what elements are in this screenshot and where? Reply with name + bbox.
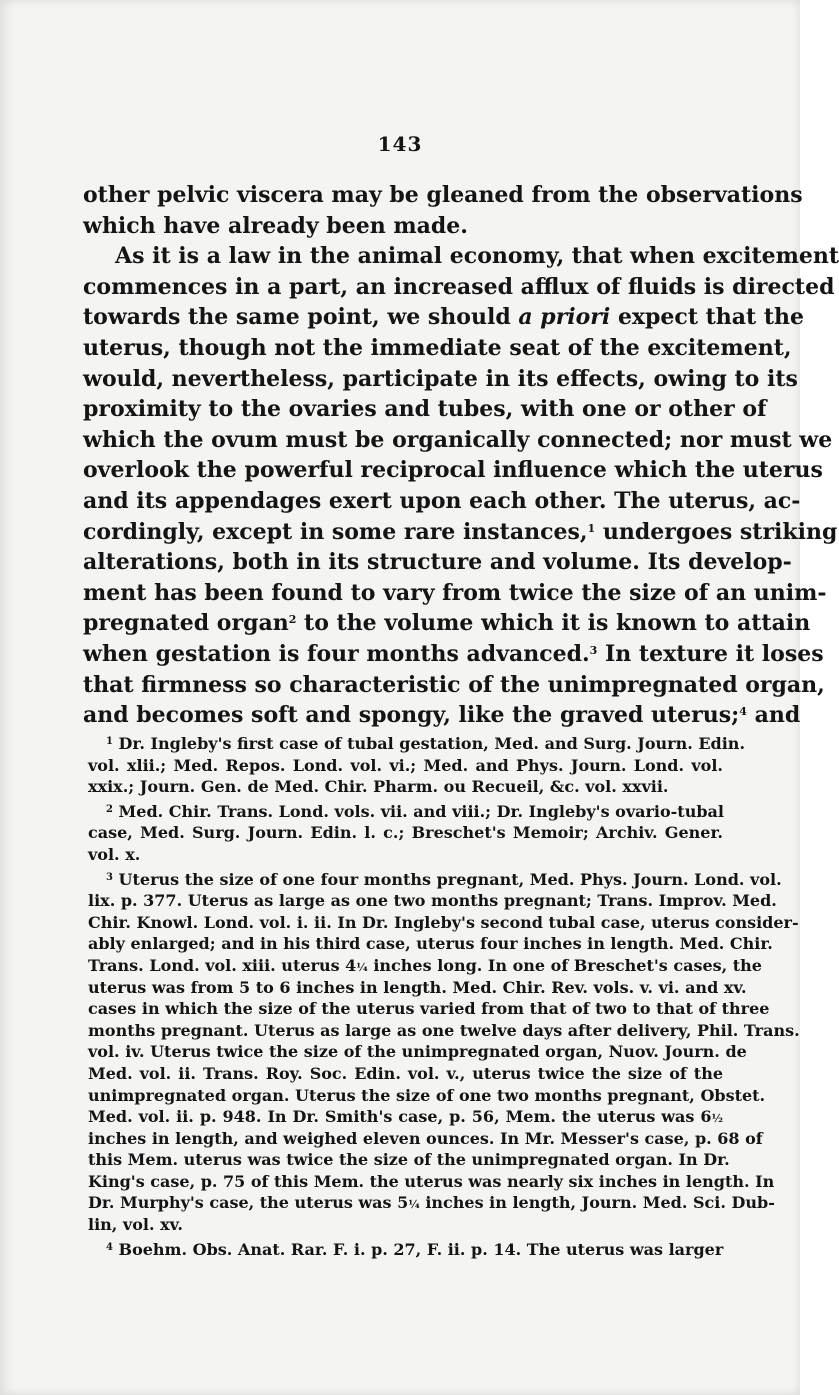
footnote-marker: 4: [106, 1241, 113, 1253]
footnote-line: unimpregnated organ. Uterus the size of one two months pregnant, Obstet.: [88, 1085, 766, 1105]
footnote-3: [88, 869, 782, 891]
footnote-line: Med. vol. ii. Trans. Roy. Soc. Edin. vol. v., uterus twice the size of the: [88, 1063, 723, 1083]
page-number: 143: [377, 132, 423, 156]
footnote-2: [88, 801, 723, 823]
text-line: and its appendages exert upon each other. The uterus, ac-: [83, 487, 801, 514]
text-span: to the volume which it is known to attain: [304, 610, 811, 637]
text-line: which the ovum must be organically connected; nor must we: [83, 426, 833, 453]
footnote-line: cases in which the size of the uterus varied from that of two to that of three: [88, 999, 770, 1019]
text-span: towards the same point, we should: [83, 304, 511, 331]
text-line: [83, 700, 801, 731]
text-line: [83, 608, 811, 639]
text-span: Boehm. Obs. Anat. Rar. F. i. p. 27, F. ii. p. 14. The uterus was larger: [118, 1239, 724, 1259]
footnote-4: [88, 1239, 723, 1261]
text-span: undergoes striking: [602, 518, 838, 545]
text-span: and: [754, 702, 801, 729]
text-span: expect that the: [617, 304, 805, 331]
footnote-marker: 3: [106, 871, 113, 883]
text-line: proximity to the ovaries and tubes, with one or other of: [83, 396, 767, 423]
text-line: [83, 517, 838, 548]
text-span: Med. Chir. Trans. Lond. vols. vii. and viii.; Dr. Ingleby's ovario-tubal: [118, 801, 724, 821]
footnote-line: [88, 1106, 723, 1128]
footnote-ref: 3: [589, 643, 598, 657]
fraction: ½: [711, 1112, 723, 1126]
text-span: Med. vol. ii. p. 948. In Dr. Smith's case, p. 56, Mem. the uterus was 6: [88, 1107, 712, 1127]
footnote-marker: 1: [106, 736, 113, 747]
footnotes: [88, 733, 800, 1260]
footnote-line: uterus was from 5 to 6 inches in length. Med. Chir. Rev. vols. v. vi. and xv.: [88, 977, 747, 997]
text-line: ment has been found to vary from twice the size of an unim-: [83, 579, 827, 606]
footnote-line: case, Med. Surg. Journ. Edin. l. c.; Breschet's Memoir; Archiv. Gener.: [88, 823, 723, 843]
text-line: which have already been made.: [83, 212, 468, 239]
text-line: commences in a part, an increased afflux of fluids is directed: [83, 273, 835, 300]
text-line: other pelvic viscera may be gleaned from the observations: [83, 182, 803, 208]
footnote-marker: 2: [106, 803, 113, 815]
footnote-ref: 1: [587, 521, 596, 535]
footnote-line: [88, 1192, 775, 1214]
footnote-line: vol. xlii.; Med. Repos. Lond. vol. vi.; Med. and Phys. Journ. Lond. vol.: [88, 755, 723, 775]
text-line: As it is a law in the animal economy, that when excitement: [115, 243, 839, 270]
text-line: uterus, though not the immediate seat of the excitement,: [83, 334, 792, 361]
text-span: Uterus the size of one four months pregnant, Med. Phys. Journ. Lond. vol.: [118, 869, 782, 889]
footnote-line: [88, 955, 762, 977]
text-line: that firmness so characteristic of the unimpregnated organ,: [83, 671, 825, 698]
footnote-line: lin, vol. xv.: [88, 1215, 183, 1235]
italic-phrase: a priori: [518, 304, 611, 331]
footnote-1: [88, 733, 746, 755]
footnote-ref: 4: [739, 705, 747, 719]
text-line: overlook the powerful reciprocal influence which the uterus: [83, 457, 823, 484]
text-span: Dr. Murphy's case, the uterus was 5: [88, 1193, 409, 1213]
footnote-ref: 2: [288, 613, 297, 627]
text-span: inches long. In one of Breschet's cases, the: [373, 955, 762, 975]
footnote-line: months pregnant. Uterus as large as one twelve days after delivery, Phil. Trans.: [88, 1020, 800, 1040]
footnote-line: xxix.; Journ. Gen. de Med. Chir. Pharm. ou Recueil, &c. vol. xxvii.: [88, 777, 669, 797]
text-line: [83, 302, 805, 333]
text-line: alterations, both in its structure and volume. Its develop-: [83, 549, 792, 576]
text-span: and becomes soft and spongy, like the graved uterus;: [83, 702, 740, 729]
text-line: [83, 639, 824, 670]
text-span: Trans. Lond. vol. xiii. uterus 4: [88, 955, 357, 975]
main-text: [83, 180, 839, 731]
text-line: would, nevertheless, participate in its effects, owing to its: [83, 365, 798, 392]
footnote-line: vol. iv. Uterus twice the size of the unimpregnated organ, Nuov. Journ. de: [88, 1042, 747, 1062]
footnote-line: ably enlarged; and in his third case, uterus four inches in length. Med. Chir.: [88, 934, 773, 954]
text-span: In texture it loses: [604, 640, 824, 667]
footnote-line: this Mem. uterus was twice the size of the unimpregnated organ. In Dr.: [88, 1150, 730, 1170]
footnote-line: inches in length, and weighed eleven ounces. In Mr. Messer's case, p. 68 of: [88, 1128, 763, 1148]
text-span: Dr. Ingleby's first case of tubal gestation, Med. and Surg. Journ. Edin.: [118, 734, 746, 753]
text-span: cordingly, except in some rare instances,: [83, 518, 588, 545]
fraction: ¼: [408, 1198, 420, 1212]
text-span: pregnated organ: [83, 610, 289, 637]
footnote-line: vol. x.: [88, 844, 141, 864]
footnote-line: Chir. Knowl. Lond. vol. i. ii. In Dr. Ingleby's second tubal case, uterus consider-: [88, 912, 799, 932]
footnote-line: lix. p. 377. Uterus as large as one two months pregnant; Trans. Improv. Med.: [88, 891, 777, 911]
footnote-line: King's case, p. 75 of this Mem. the uterus was nearly six inches in length. In: [88, 1171, 775, 1191]
text-span: inches in length, Journ. Med. Sci. Dub-: [425, 1193, 775, 1213]
fraction: ¼: [356, 960, 368, 974]
text-span: when gestation is four months advanced.: [83, 640, 590, 667]
